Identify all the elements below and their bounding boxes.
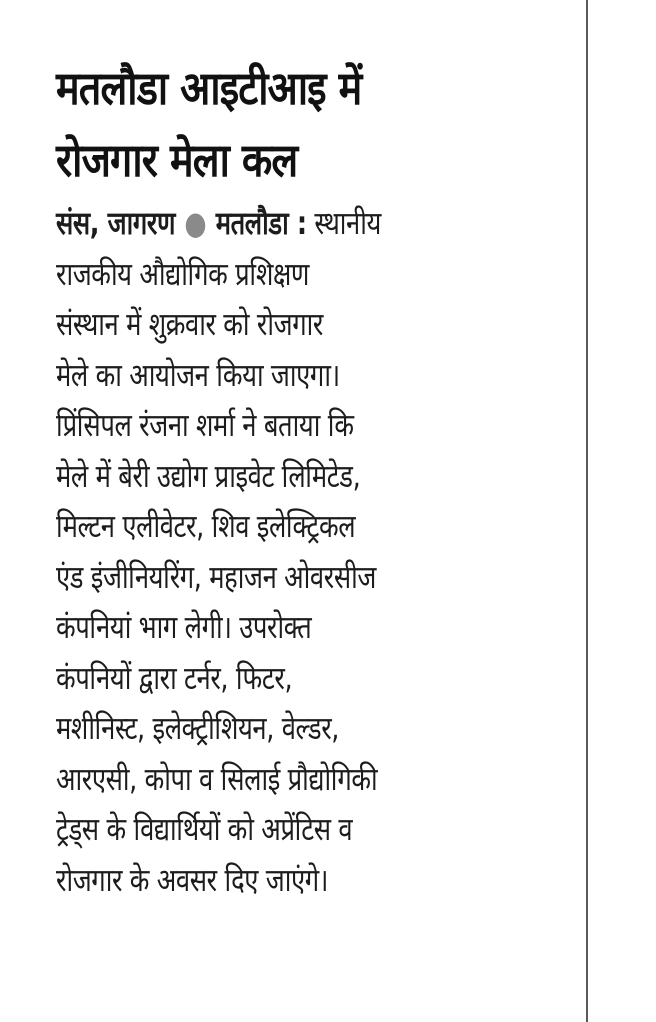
- body-line: कंपनियां भाग लेगी। उपरोक्त: [56, 608, 312, 646]
- body-line: प्रिंसिपल रंजना शर्मा ने बताया कि: [56, 406, 354, 444]
- bullet-icon: ●: [184, 204, 207, 242]
- body-line: राजकीय औद्योगिक प्रशिक्षण: [56, 254, 310, 293]
- byline-line: [56, 198, 556, 249]
- body-line: मिल्टन एलीवेटर, शिव इलेक्ट्रिकल: [56, 507, 356, 545]
- body-text-start: स्थानीय: [314, 204, 381, 242]
- headline-line: रोजगार मेला कल: [56, 133, 298, 187]
- body-line: मेले का आयोजन किया जाएगा।: [56, 355, 340, 394]
- byline-source: संस, जागरण: [56, 204, 176, 242]
- body-line: एंड इंजीनियरिंग, महाजन ओवरसीज: [56, 557, 376, 596]
- body-line: मशीनिस्ट, इलेक्ट्रीशियन, वेल्डर,: [56, 709, 340, 747]
- article-body: [56, 196, 556, 905]
- news-article: [56, 52, 566, 905]
- article-headline: [56, 52, 555, 196]
- headline-line: मतलौडा आइटीआइ में: [56, 61, 362, 115]
- body-line: कंपनियों द्वारा टर्नर, फिटर,: [56, 658, 293, 697]
- column-divider: [586, 0, 588, 1022]
- body-line: संस्थान में शुक्रवार को रोजगार: [56, 305, 323, 343]
- body-line: मेले में बेरी उद्योग प्राइवेट लिमिटेड,: [56, 456, 361, 495]
- body-line: रोजगार के अवसर दिए जाएंगे।: [56, 860, 329, 899]
- body-line: ट्रेड्स के विद्यार्थियों को अप्रेंटिस व: [56, 810, 353, 848]
- body-line: आरएसी, कोपा व सिलाई प्रौद्योगिकी: [56, 759, 378, 798]
- dateline: मतलौडा :: [215, 204, 307, 242]
